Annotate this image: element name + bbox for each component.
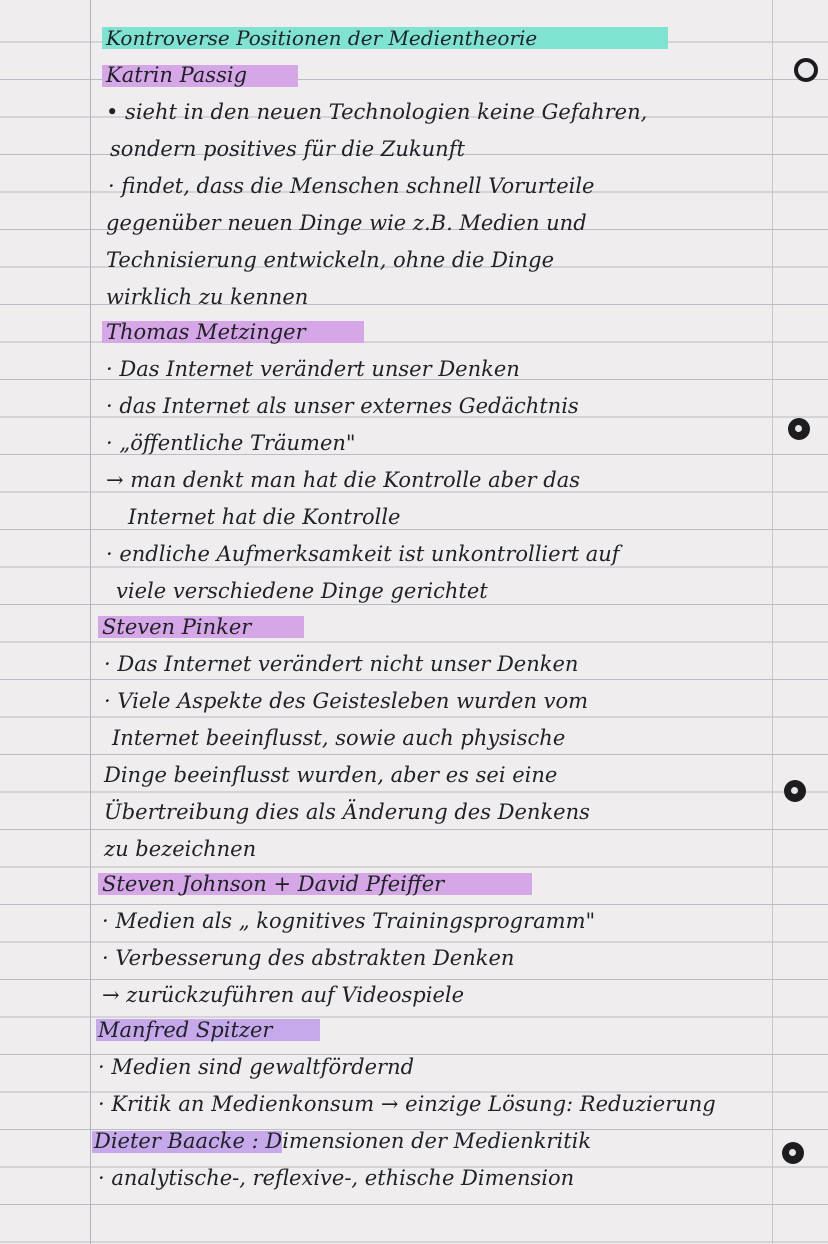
section-heading: Katrin Passig bbox=[106, 63, 248, 87]
section-heading: Steven Johnson + David Pfeiffer bbox=[102, 872, 445, 896]
binder-hole-icon bbox=[784, 780, 806, 802]
note-line: sondern positives für die Zukunft bbox=[110, 137, 465, 161]
note-line: Übertreibung dies als Änderung des Denkens bbox=[104, 800, 590, 824]
note-line: gegenüber neuen Dinge wie z.B. Medien und bbox=[106, 211, 587, 235]
note-line: · Das Internet verändert unser Denken bbox=[106, 357, 520, 381]
note-line: · Viele Aspekte des Geistesleben wurden vom bbox=[104, 689, 589, 713]
note-line: · analytische-, reflexive-, ethische Dimension bbox=[98, 1166, 575, 1190]
note-line: · das Internet als unser externes Gedächtnis bbox=[106, 394, 579, 418]
section-heading: Dieter Baacke : Dimensionen der Medienkritik bbox=[94, 1129, 592, 1153]
note-line: Dinge beeinflusst wurden, aber es sei eine bbox=[104, 763, 558, 787]
note-line: • sieht in den neuen Technologien keine Gefahren, bbox=[106, 100, 648, 124]
page-edge-line bbox=[772, 0, 773, 1244]
section-heading: Steven Pinker bbox=[102, 615, 252, 639]
note-line: Technisierung entwickeln, ohne die Dinge bbox=[106, 248, 555, 272]
page-title: Kontroverse Positionen der Medientheorie bbox=[106, 26, 538, 50]
note-line: wirklich zu kennen bbox=[106, 285, 309, 309]
note-line: · Medien als „ kognitives Trainingsprogramm" bbox=[102, 909, 596, 933]
note-line: · endliche Aufmerksamkeit ist unkontrolliert auf bbox=[106, 542, 620, 566]
note-line: viele verschiedene Dinge gerichtet bbox=[116, 579, 488, 603]
note-line: · Verbesserung des abstrakten Denken bbox=[102, 946, 515, 970]
note-line: · Medien sind gewaltfördernd bbox=[98, 1055, 415, 1079]
note-line: · Kritik an Medienkonsum → einzige Lösung: Reduzierung bbox=[98, 1092, 716, 1116]
note-line: Internet hat die Kontrolle bbox=[128, 505, 401, 529]
binder-hole-icon bbox=[794, 58, 818, 82]
note-line: → zurückzuführen auf Videospiele bbox=[102, 983, 465, 1007]
binder-hole-icon bbox=[782, 1142, 804, 1164]
section-heading: Manfred Spitzer bbox=[98, 1018, 273, 1042]
note-line: · Das Internet verändert nicht unser Denken bbox=[104, 652, 579, 676]
section-heading: Thomas Metzinger bbox=[106, 320, 306, 344]
note-line: Internet beeinflusst, sowie auch physische bbox=[112, 726, 566, 750]
binder-hole-icon bbox=[788, 418, 810, 440]
note-line: zu bezeichnen bbox=[104, 837, 257, 861]
note-line: → man denkt man hat die Kontrolle aber das bbox=[106, 468, 580, 492]
note-line: · findet, dass die Menschen schnell Vorurteile bbox=[108, 174, 595, 198]
note-line: · „öffentliche Träumen" bbox=[106, 431, 356, 455]
